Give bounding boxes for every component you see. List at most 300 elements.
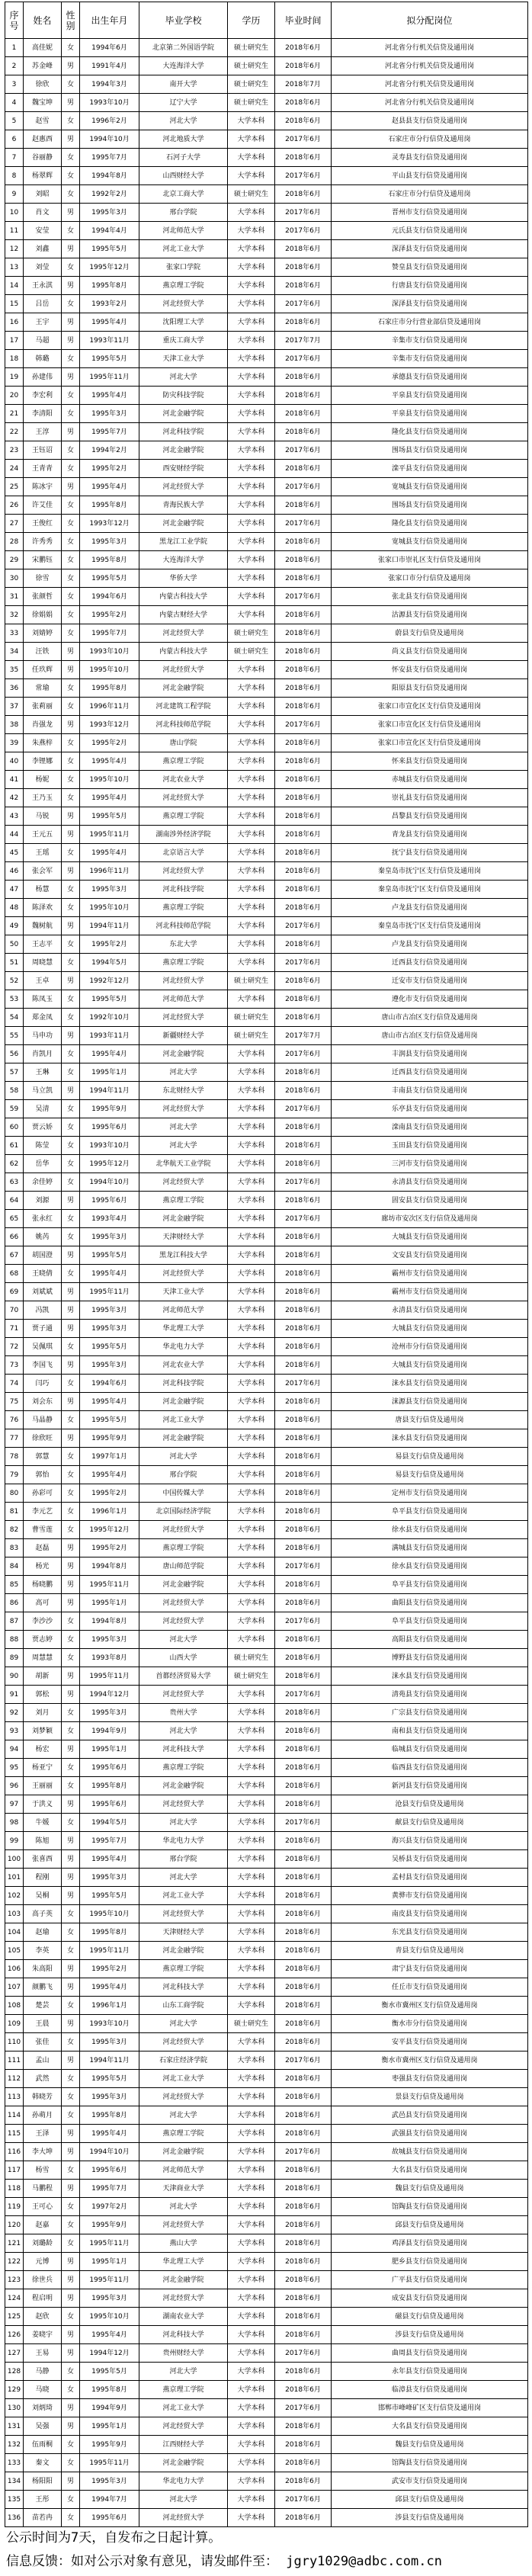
cell-degree: 大学本科 [228, 1228, 275, 1246]
cell-degree: 大学本科 [228, 405, 275, 423]
cell-birth-date: 1995年11月 [80, 368, 139, 387]
cell-name: 王晨 [24, 2015, 62, 2033]
cell-assigned-position: 辛集市支行信贷及通用岗 [332, 332, 528, 350]
cell-school: 华北理工大学 [139, 2253, 228, 2271]
cell-assigned-position: 武邑县支行信贷及通用岗 [332, 2106, 528, 2125]
cell-name: 王元五 [24, 826, 62, 844]
cell-gender: 女 [62, 881, 80, 899]
cell-assigned-position: 张家口市宣化区支行信贷及通用岗 [332, 734, 528, 752]
cell-name: 王瑶 [24, 844, 62, 862]
cell-graduation-date: 2018年6月 [275, 2271, 332, 2289]
cell-assigned-position: 迁安市支行信贷及通用岗 [332, 972, 528, 990]
cell-degree: 大学本科 [228, 1484, 275, 1503]
cell-birth-date: 1994年2月 [80, 441, 139, 460]
cell-graduation-date: 2017年6月 [275, 1173, 332, 1192]
cell-birth-date: 1994年12月 [80, 1686, 139, 1704]
cell-assigned-position: 河北省分行机关信贷及通用岗 [332, 39, 528, 57]
cell-birth-date: 1995年4月 [80, 387, 139, 405]
cell-graduation-date: 2018年6月 [275, 496, 332, 515]
cell-gender: 男 [62, 972, 80, 990]
cell-birth-date: 1995年10月 [80, 771, 139, 789]
table-row [5, 75, 528, 94]
cell-index: 98 [5, 1814, 24, 1832]
cell-birth-date: 1994年5月 [80, 1814, 139, 1832]
cell-school: 河北科技师范学院 [139, 917, 228, 935]
cell-gender: 女 [62, 789, 80, 807]
table-row [5, 1887, 528, 1905]
cell-assigned-position: 元氏县支行信贷及通用岗 [332, 222, 528, 240]
cell-gender: 女 [62, 39, 80, 57]
cell-degree: 大学本科 [228, 1192, 275, 1210]
cell-degree: 大学本科 [228, 277, 275, 295]
cell-name: 李大坤 [24, 2143, 62, 2161]
cell-birth-date: 1994年9月 [80, 2399, 139, 2417]
cell-graduation-date: 2018年6月 [275, 2033, 332, 2051]
cell-degree: 大学本科 [228, 1850, 275, 1869]
cell-school: 新疆财经大学 [139, 1027, 228, 1045]
cell-graduation-date: 2018年6月 [275, 1411, 332, 1429]
table-row [5, 2472, 528, 2491]
cell-gender: 女 [62, 2381, 80, 2399]
cell-birth-date: 1995年5月 [80, 1338, 139, 1356]
table-row [5, 2033, 528, 2051]
cell-assigned-position: 赵县县支行信贷及通用岗 [332, 112, 528, 130]
cell-gender: 女 [62, 606, 80, 624]
cell-degree: 大学本科 [228, 698, 275, 716]
cell-degree: 大学本科 [228, 515, 275, 533]
cell-birth-date: 1995年3月 [80, 1356, 139, 1375]
cell-assigned-position: 衡水市冀州区支行信贷及通用岗 [332, 2051, 528, 2070]
cell-graduation-date: 2018年6月 [275, 2436, 332, 2454]
table-row [5, 533, 528, 551]
cell-graduation-date: 2018年6月 [275, 2417, 332, 2436]
cell-degree: 大学本科 [228, 1411, 275, 1429]
cell-degree: 大学本科 [228, 1393, 275, 1411]
cell-assigned-position: 沧州市分行信贷及通用岗 [332, 1338, 528, 1356]
table-row [5, 917, 528, 935]
table-row [5, 387, 528, 405]
cell-school: 内蒙古科技大学 [139, 588, 228, 606]
candidate-list-table [5, 2, 528, 2527]
table-row [5, 423, 528, 441]
cell-gender: 男 [62, 2271, 80, 2289]
cell-birth-date: 1995年4月 [80, 1978, 139, 1997]
table-row [5, 2253, 528, 2271]
cell-gender: 男 [62, 1869, 80, 1887]
cell-birth-date: 1995年6月 [80, 2161, 139, 2180]
cell-birth-date: 1995年6月 [80, 1192, 139, 1210]
cell-gender: 女 [62, 2033, 80, 2051]
cell-graduation-date: 2018年6月 [275, 1850, 332, 1869]
cell-birth-date: 1993年12月 [80, 515, 139, 533]
cell-graduation-date: 2017年6月 [275, 295, 332, 313]
cell-assigned-position: 衡水市冀州区支行信贷及通用岗 [332, 1997, 528, 2015]
cell-gender: 男 [62, 2015, 80, 2033]
table-row [5, 2491, 528, 2509]
table-row [5, 1557, 528, 1576]
cell-graduation-date: 2018年6月 [275, 460, 332, 478]
table-row [5, 368, 528, 387]
cell-index: 41 [5, 771, 24, 789]
cell-index: 15 [5, 295, 24, 313]
cell-school: 天津财经大学 [139, 1923, 228, 1942]
cell-graduation-date: 2018年6月 [275, 1978, 332, 1997]
table-row [5, 1814, 528, 1832]
cell-graduation-date: 2018年6月 [275, 112, 332, 130]
cell-index: 38 [5, 716, 24, 734]
cell-school: 河北经贸大学 [139, 1594, 228, 1612]
cell-birth-date: 1995年6月 [80, 1795, 139, 1814]
cell-birth-date: 1994年12月 [80, 2344, 139, 2363]
cell-school: 河北经贸大学 [139, 972, 228, 990]
cell-gender: 女 [62, 1923, 80, 1942]
cell-assigned-position: 秦皇岛市抚宁区支行信贷及通用岗 [332, 881, 528, 899]
table-row [5, 1173, 528, 1192]
cell-degree: 大学本科 [228, 1283, 275, 1301]
cell-graduation-date: 2018年6月 [275, 1320, 332, 1338]
cell-gender: 女 [62, 698, 80, 716]
cell-gender: 女 [62, 2106, 80, 2125]
cell-index: 36 [5, 679, 24, 698]
cell-gender: 男 [62, 2344, 80, 2363]
cell-gender: 女 [62, 167, 80, 185]
cell-graduation-date: 2018年6月 [275, 2180, 332, 2198]
cell-assigned-position: 河北省分行机关信贷及通用岗 [332, 75, 528, 94]
table-row [5, 277, 528, 295]
cell-degree: 大学本科 [228, 2417, 275, 2436]
cell-gender: 女 [62, 1503, 80, 1521]
table-row [5, 149, 528, 167]
cell-school: 邢台学院 [139, 204, 228, 222]
cell-degree: 大学本科 [228, 1301, 275, 1320]
cell-index: 116 [5, 2143, 24, 2161]
cell-name: 张莉丽 [24, 698, 62, 716]
cell-school: 河北金融学院 [139, 1777, 228, 1795]
cell-school: 北京第二外国语学院 [139, 39, 228, 57]
cell-birth-date: 1994年7月 [80, 2491, 139, 2509]
cell-assigned-position: 大城县支行信贷及通用岗 [332, 1228, 528, 1246]
cell-school: 燕京理工学院 [139, 1192, 228, 1210]
cell-name: 刘斌斌 [24, 1283, 62, 1301]
cell-school: 河北经贸大学 [139, 478, 228, 496]
cell-index: 59 [5, 1100, 24, 1118]
cell-birth-date: 1995年3月 [80, 533, 139, 551]
cell-name: 常瑜 [24, 679, 62, 698]
cell-index: 131 [5, 2417, 24, 2436]
cell-school: 北京国际经济学院 [139, 1503, 228, 1521]
cell-index: 54 [5, 1009, 24, 1027]
table-row [5, 1228, 528, 1246]
cell-index: 7 [5, 149, 24, 167]
cell-degree: 大学本科 [228, 1356, 275, 1375]
cell-birth-date: 1995年3月 [80, 2033, 139, 2051]
cell-degree: 大学本科 [228, 441, 275, 460]
cell-graduation-date: 2017年6月 [275, 130, 332, 149]
cell-degree: 硕士研究生 [228, 1027, 275, 1045]
cell-assigned-position: 滦平县支行信贷及通用岗 [332, 460, 528, 478]
cell-index: 68 [5, 1265, 24, 1283]
cell-birth-date: 1994年11月 [80, 1082, 139, 1100]
cell-index: 9 [5, 185, 24, 204]
table-row [5, 1082, 528, 1100]
cell-name: 李沙沙 [24, 1612, 62, 1631]
cell-index: 39 [5, 734, 24, 752]
cell-birth-date: 1995年5月 [80, 1246, 139, 1265]
cell-school: 南开大学 [139, 75, 228, 94]
table-row [5, 94, 528, 112]
cell-school: 河北经贸大学 [139, 2088, 228, 2106]
cell-degree: 大学本科 [228, 1704, 275, 1722]
cell-index: 34 [5, 643, 24, 661]
table-row [5, 1923, 528, 1942]
cell-degree: 大学本科 [228, 2491, 275, 2509]
cell-index: 120 [5, 2216, 24, 2234]
cell-degree: 大学本科 [228, 771, 275, 789]
table-row [5, 2015, 528, 2033]
cell-degree: 大学本科 [228, 2088, 275, 2106]
table-row [5, 1484, 528, 1503]
cell-graduation-date: 2017年6月 [275, 1210, 332, 1228]
cell-index: 87 [5, 1612, 24, 1631]
cell-gender: 女 [62, 2234, 80, 2253]
cell-assigned-position: 大城县支行信贷及通用岗 [332, 1356, 528, 1375]
cell-gender: 男 [62, 423, 80, 441]
table-row [5, 1704, 528, 1722]
cell-graduation-date: 2018年6月 [275, 405, 332, 423]
table-row [5, 2216, 528, 2234]
cell-assigned-position: 秦皇岛市抚宁区支行信贷及通用岗 [332, 917, 528, 935]
cell-name: 曹雪莲 [24, 1521, 62, 1539]
cell-gender: 女 [62, 679, 80, 698]
cell-name: 张会军 [24, 862, 62, 881]
cell-school: 河北农业大学 [139, 771, 228, 789]
cell-index: 3 [5, 75, 24, 94]
cell-name: 徐欣 [24, 75, 62, 94]
table-row [5, 1192, 528, 1210]
cell-gender: 女 [62, 460, 80, 478]
cell-school: 河北金融学院 [139, 1576, 228, 1594]
table-row [5, 1063, 528, 1082]
cell-assigned-position: 怀来县支行信贷及通用岗 [332, 752, 528, 771]
cell-assigned-position: 广宗县支行信贷及通用岗 [332, 1704, 528, 1722]
table-row [5, 1137, 528, 1155]
cell-birth-date: 1995年11月 [80, 1283, 139, 1301]
cell-gender: 女 [62, 1063, 80, 1082]
cell-gender: 女 [62, 1173, 80, 1192]
cell-assigned-position: 博野县支行信贷及通用岗 [332, 1649, 528, 1667]
cell-graduation-date: 2018年6月 [275, 1192, 332, 1210]
table-body [5, 39, 528, 2527]
cell-index: 135 [5, 2491, 24, 2509]
cell-school: 河北大学 [139, 2106, 228, 2125]
cell-school: 河北金融学院 [139, 679, 228, 698]
cell-graduation-date: 2017年6月 [275, 917, 332, 935]
cell-degree: 大学本科 [228, 2308, 275, 2326]
cell-assigned-position: 满城县支行信贷及通用岗 [332, 1539, 528, 1557]
cell-gender: 男 [62, 2125, 80, 2143]
cell-graduation-date: 2018年6月 [275, 807, 332, 826]
cell-birth-date: 1997年2月 [80, 2198, 139, 2216]
cell-graduation-date: 2018年6月 [275, 990, 332, 1009]
cell-gender: 男 [62, 2253, 80, 2271]
cell-school: 西安财经学院 [139, 460, 228, 478]
cell-birth-date: 1992年10月 [80, 1009, 139, 1027]
cell-graduation-date: 2018年6月 [275, 1137, 332, 1155]
cell-name: 伍雨桐 [24, 2436, 62, 2454]
cell-gender: 女 [62, 990, 80, 1009]
cell-index: 13 [5, 258, 24, 277]
cell-degree: 大学本科 [228, 2051, 275, 2070]
cell-degree: 大学本科 [228, 1759, 275, 1777]
cell-assigned-position: 廊坊市安次区支行信贷及通用岗 [332, 1210, 528, 1228]
cell-gender: 男 [62, 1576, 80, 1594]
table-row [5, 1429, 528, 1448]
cell-birth-date: 1995年11月 [80, 1667, 139, 1686]
cell-school: 河北大学 [139, 2363, 228, 2381]
cell-school: 河北金融学院 [139, 2143, 228, 2161]
table-row [5, 844, 528, 862]
table-row [5, 2125, 528, 2143]
cell-name: 周慧慧 [24, 1649, 62, 1667]
cell-birth-date: 1995年8月 [80, 2381, 139, 2399]
cell-school: 山西大学 [139, 1649, 228, 1667]
cell-name: 郭松 [24, 1686, 62, 1704]
cell-index: 134 [5, 2472, 24, 2491]
cell-index: 73 [5, 1356, 24, 1375]
cell-assigned-position: 张北县支行信贷及通用岗 [332, 588, 528, 606]
cell-name: 陈莹 [24, 1137, 62, 1155]
cell-gender: 女 [62, 734, 80, 752]
cell-degree: 大学本科 [228, 1137, 275, 1155]
cell-assigned-position: 宽城县支行信贷及通用岗 [332, 533, 528, 551]
cell-name: 杨慧 [24, 881, 62, 899]
table-row [5, 204, 528, 222]
cell-name: 贾云娇 [24, 1118, 62, 1137]
cell-index: 81 [5, 1503, 24, 1521]
cell-birth-date: 1995年7月 [80, 149, 139, 167]
cell-graduation-date: 2017年6月 [275, 1045, 332, 1063]
cell-degree: 大学本科 [228, 881, 275, 899]
cell-school: 湖南农业大学 [139, 2308, 228, 2326]
cell-assigned-position: 肃宁县支行信贷及通用岗 [332, 1960, 528, 1978]
cell-school: 河北师范大学 [139, 2161, 228, 2180]
cell-name: 徐世兵 [24, 2271, 62, 2289]
cell-assigned-position: 迁西县支行信贷及通用岗 [332, 1063, 528, 1082]
cell-graduation-date: 2018年6月 [275, 1594, 332, 1612]
cell-school: 河北金融学院 [139, 441, 228, 460]
cell-assigned-position: 文安县支行信贷及通用岗 [332, 1246, 528, 1265]
cell-assigned-position: 霸州市支行信贷及通用岗 [332, 1265, 528, 1283]
cell-birth-date: 1995年4月 [80, 1265, 139, 1283]
table-row [5, 405, 528, 423]
cell-school: 华侨大学 [139, 569, 228, 588]
cell-index: 52 [5, 972, 24, 990]
cell-index: 48 [5, 899, 24, 917]
cell-birth-date: 1995年12月 [80, 1155, 139, 1173]
table-row [5, 862, 528, 881]
cell-school: 山东工商学院 [139, 1997, 228, 2015]
cell-graduation-date: 2017年6月 [275, 515, 332, 533]
cell-gender: 女 [62, 1009, 80, 1027]
cell-assigned-position: 南皮县支行信贷及通用岗 [332, 1905, 528, 1923]
cell-birth-date: 1995年11月 [80, 1576, 139, 1594]
header-assigned-position: 拟分配岗位 [332, 2, 528, 39]
cell-graduation-date: 2017年6月 [275, 167, 332, 185]
cell-school: 燕山大学 [139, 2234, 228, 2253]
cell-name: 王可心 [24, 2198, 62, 2216]
cell-birth-date: 1995年4月 [80, 789, 139, 807]
cell-name: 徐欣旺 [24, 1429, 62, 1448]
table-row [5, 661, 528, 679]
table-row [5, 881, 528, 899]
cell-name: 杨晓鹏 [24, 1576, 62, 1594]
cell-assigned-position: 涞水县支行信贷及通用岗 [332, 1429, 528, 1448]
cell-degree: 大学本科 [228, 1521, 275, 1539]
cell-gender: 女 [62, 624, 80, 643]
table-row [5, 515, 528, 533]
cell-index: 33 [5, 624, 24, 643]
cell-degree: 大学本科 [228, 844, 275, 862]
cell-name: 陈旭 [24, 1832, 62, 1850]
cell-birth-date: 1995年4月 [80, 2326, 139, 2344]
cell-assigned-position: 宽城县支行信贷及通用岗 [332, 478, 528, 496]
cell-graduation-date: 2017年7月 [275, 332, 332, 350]
cell-graduation-date: 2018年6月 [275, 1521, 332, 1539]
cell-graduation-date: 2018年6月 [275, 1649, 332, 1667]
table-row [5, 1009, 528, 1027]
cell-index: 37 [5, 698, 24, 716]
cell-assigned-position: 涞水县支行信贷及通用岗 [332, 1375, 528, 1393]
cell-assigned-position: 固安县支行信贷及通用岗 [332, 1192, 528, 1210]
cell-index: 123 [5, 2271, 24, 2289]
cell-school: 河北大学 [139, 1722, 228, 1740]
cell-gender: 男 [62, 1429, 80, 1448]
cell-degree: 大学本科 [228, 222, 275, 240]
cell-gender: 女 [62, 496, 80, 515]
table-row [5, 57, 528, 75]
cell-school: 张家口学院 [139, 258, 228, 277]
cell-assigned-position: 乐亭县支行信贷及通用岗 [332, 1100, 528, 1118]
cell-degree: 大学本科 [228, 1740, 275, 1759]
cell-gender: 女 [62, 1649, 80, 1667]
cell-degree: 大学本科 [228, 990, 275, 1009]
cell-index: 62 [5, 1155, 24, 1173]
cell-school: 北京工商大学 [139, 185, 228, 204]
table-row [5, 1759, 528, 1777]
cell-school: 北京语言大学 [139, 844, 228, 862]
cell-degree: 大学本科 [228, 679, 275, 698]
cell-graduation-date: 2018年6月 [275, 2125, 332, 2143]
table-row [5, 1576, 528, 1594]
cell-gender: 女 [62, 1484, 80, 1503]
cell-name: 牛媛 [24, 1814, 62, 1832]
cell-gender: 男 [62, 1027, 80, 1045]
cell-name: 李元艺 [24, 1503, 62, 1521]
table-row [5, 1521, 528, 1539]
cell-graduation-date: 2018年6月 [275, 643, 332, 661]
cell-index: 124 [5, 2289, 24, 2308]
cell-school: 河北经贸大学 [139, 2033, 228, 2051]
cell-school: 河北金融学院 [139, 1429, 228, 1448]
cell-graduation-date: 2018年6月 [275, 935, 332, 954]
cell-school: 中国传媒大学 [139, 1484, 228, 1503]
cell-graduation-date: 2017年6月 [275, 441, 332, 460]
cell-index: 85 [5, 1576, 24, 1594]
cell-school: 河北师范大学 [139, 1301, 228, 1320]
cell-name: 高子英 [24, 1905, 62, 1923]
cell-gender: 女 [62, 185, 80, 204]
cell-gender: 男 [62, 204, 80, 222]
